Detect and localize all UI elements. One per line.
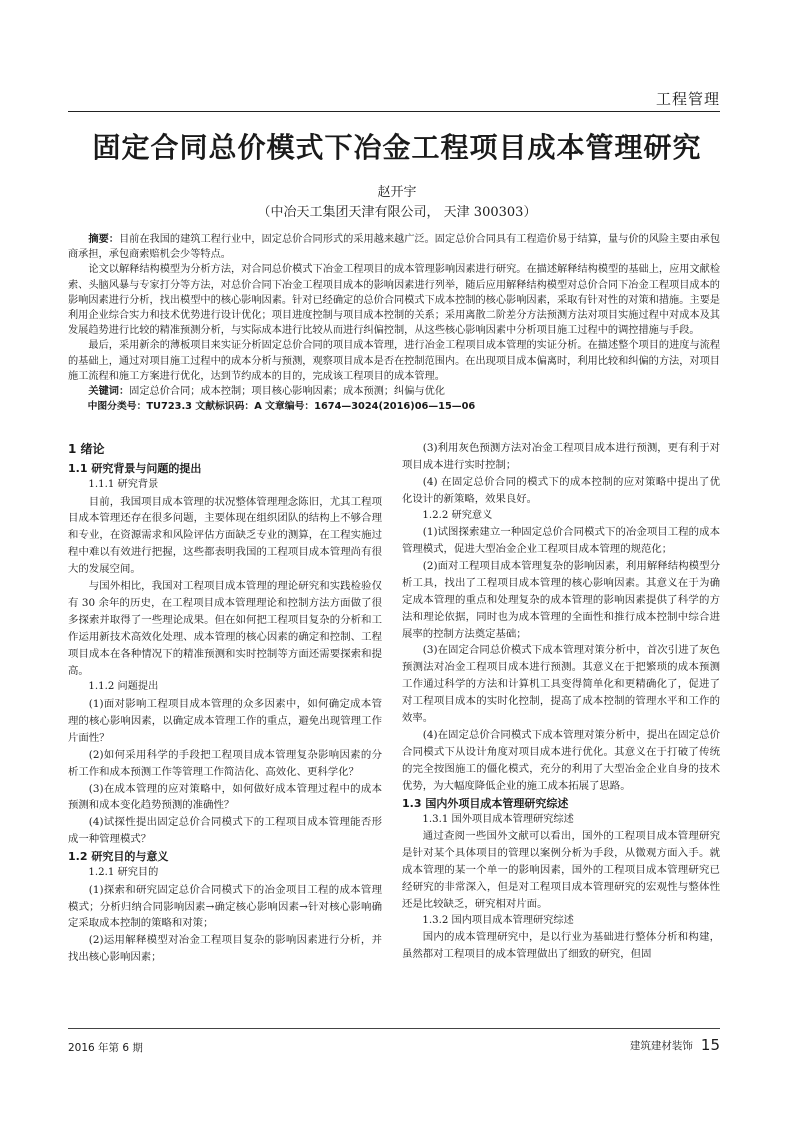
body-paragraph: 与国外相比，我国对工程项目成本管理的理论研究和实践检验仅有 30 余年的历史，在工程项目成本管理理论和控制方法方面做了很多探索并取得了一些理论成果。但在如何把工程项目复杂的分析和工作运用新技术高效化处理、成本管理的核心因素的确定和控制、工程项目成本在各种情况下的精准预测和实时控制等方面还需要探索和提高。 xyxy=(68,580,382,677)
question-item: (4)试探性提出固定总价合同模式下的工程项目成本管理能否形成一种管理模式？ xyxy=(68,816,382,846)
significance-item: (3)在固定合同总价模式下成本管理对策分析中，首次引进了灰色预测法对冶金工程项目成本进行预测。其意义在于把繁琐的成本预测工作通过科学的方法和计算机工具变得简单化和更精确化了，促进了对工程项目成本的实时化控制，提高了成本控制的管理水平和工作的效率。 xyxy=(402,644,720,725)
significance-item: (4)在固定总价合同模式下成本管理对策分析中，提出在固定总价合同模式下从设计角度对项目成本进行优化。其意义在于打破了传统的完全按图施工的僵化模式，充分的利用了大型冶金企业自身的技术优势，为大幅度降低企业的施工成本拓展了思路。 xyxy=(402,729,720,792)
keywords-label: 关键词： xyxy=(88,386,130,398)
significance-item: (2)面对工程项目成本管理复杂的影响因素，利用解释结构模型分析工具，找出了工程项目成本管理的核心影响因素。其意义在于为确定成本管理的重点和处理复杂的成本管理的影响因素提供了科学的方法和理论依据，同时也为成本管理的全面性和推行成本控制中综合进展率的控制方法奠定基础； xyxy=(402,559,720,640)
goal-item: (4) 在固定总价合同的模式下的成本控制的应对策略中提出了优化设计的新策略，效果良好。 xyxy=(402,475,720,505)
significance-item: (1)试图探索建立一种固定总价合同模式下的冶金项目工程的成本管理模式，促进大型冶金企业工程项目成本管理的规范化； xyxy=(402,526,720,556)
question-item: (1)面对影响工程项目成本管理的众多因素中，如何确定成本管理的核心影响因素，以确定成本管理工作的重点，避免出现管理工作片面性？ xyxy=(68,697,382,744)
goal-item: (1)探索和研究固定总价合同模式下的冶金项目工程的成本管理模式；分析归纳合同影响因素→确定核心影响因素→针对核心影响确定采取成本控制的策略和对策； xyxy=(68,883,382,930)
abstract-paragraph-2: 论文以解释结构模型为分析方法，对合同总价模式下冶金工程项目的成本管理影响因素进行研究。在描述解释结构模型的基础上，应用文献检索、头脑风暴与专家打分等方法，对总价合同下冶金工程项目成本的影响因素进行列举，随后应用解释结构模型对总价合同下冶金工程项目成本的影响因素进行分析，找出模型中的核心影响因素。针对已经确定的总价合同模式下成本控制的核心影响因素，采取有针对性的对策和措施。主要是利用企业综合实力和技术优势进行设计优化；项目进度控制与项目成本控制的关系；采用离散二阶差分方法预测方法对项目实施过程中对成本及其发展趋势进行比较的精准预测分析，与实际成本进行比较从而进行纠偏控制，从这些核心影响因素中分析项目施工过程中的调控措施与手段。 xyxy=(68,264,721,337)
body-paragraph: 通过查阅一些国外文献可以看出，国外的工程项目成本管理研究是针对某个具体项目的管理以案例分析为手段，从微观方面入手。就成本管理的某一个单一的影响因素，国外的工程项目成本管理研究已经研究的非常深入，但是对工程项目成本管理研究的宏观性与整体性还是比较缺乏，研究相对片面。 xyxy=(402,830,720,910)
section-heading-1-1: 1.1 研究背景与问题的提出 xyxy=(68,462,202,475)
section-heading-1: 1 绪论 xyxy=(68,442,105,456)
section-heading-1-2-1: 1.2.1 研究目的 xyxy=(88,867,159,879)
abstract-text-1: 目前在我国的建筑工程行业中，固定总价合同形式的采用越来越广泛。固定总价合同具有工程造价易于结算，量与价的风险主要由承包商承担，承包商索赔机会少等特点。 xyxy=(68,234,721,261)
journal-category: 工程管理 xyxy=(655,90,720,108)
footer-rule xyxy=(68,1028,720,1029)
author-affiliation: （中冶天工集团天津有限公司， 天津 300303） xyxy=(257,205,537,220)
keywords-text: 固定总价合同；成本控制；项目核心影响因素；成本预测；纠偏与优化 xyxy=(129,386,445,398)
abstract-block xyxy=(68,232,720,414)
section-heading-1-1-1: 1.1.1 研究背景 xyxy=(88,479,159,490)
section-heading-1-3: 1.3 国内外项目成本管理研究综述 xyxy=(402,796,569,810)
abstract-label: 摘要： xyxy=(88,234,119,245)
footer-issue: 2016 年第 6 期 xyxy=(68,1042,143,1054)
question-item: (3)在成本管理的应对策略中，如何做好成本管理过程中的成本预测和成本变化趋势预测的准确性？ xyxy=(68,782,382,812)
section-heading-1-1-2: 1.1.2 问题提出 xyxy=(88,681,159,693)
body-column-left xyxy=(68,440,382,966)
goal-item: (2)运用解释模型对冶金工程项目复杂的影响因素进行分析，并找出核心影响因素； xyxy=(68,934,382,964)
abstract-paragraph-1 xyxy=(68,232,720,262)
abstract-paragraph-3: 最后，采用新余的薄板项目来实证分析固定总价合同的项目成本管理，进行冶金工程项目成本管理的实证分析。在描述整个项目的进度与流程的基础上，通过对项目施工过程中的成本分析与预测，观察项目成本是否在控制范围内。在出现项目成本偏离时，利用比较和纠偏的方法，对项目施工流程和施工方案进行优化，达到节约成本的目的，完成该工程项目的成本管理。 xyxy=(68,340,721,382)
body-paragraph: 目前，我国项目成本管理的状况整体管理理念陈旧，尤其工程项目成本管理还存在很多问题，主要体现在组织团队的结构上不够合理和专业，在资源需求和风险评估方面缺乏专业的测算，在工程实施过程中难以有效进行把握，这些都表明我国的工程项目成本管理尚有很大的发展空间。 xyxy=(68,495,382,576)
paper-title: 固定合同总价模式下冶金工程项目成本管理研究 xyxy=(92,131,702,164)
section-heading-1-2-2: 1.2.2 研究意义 xyxy=(422,509,493,521)
header-rule xyxy=(68,111,720,112)
author-name: 赵开宇 xyxy=(377,185,417,200)
keywords-line xyxy=(68,384,720,399)
body-paragraph: 国内的成本管理研究中，是以行业为基础进行整体分析和构建，虽然都对工程项目的成本管理做出了细致的研究，但固 xyxy=(402,931,720,961)
goal-item: (3)利用灰色预测方法对冶金工程项目成本进行预测，更有利于对项目成本进行实时控制； xyxy=(402,442,720,471)
footer-journal-name: 建筑建材装饰 xyxy=(629,1040,693,1052)
section-heading-1-3-2: 1.3.2 国内项目成本管理研究综述 xyxy=(422,914,574,926)
body-column-right xyxy=(402,440,720,963)
classification-line: 中图分类号：TU723.3 文献标识码：A 文章编号：1674—3024(2016)06—15—06 xyxy=(87,401,476,413)
question-item: (2)如何采用科学的手段把工程项目成本管理复杂影响因素的分析工作和成本预测工作等管理工作简洁化、高效化、更科学化？ xyxy=(68,748,382,778)
section-heading-1-3-1: 1.3.1 国外项目成本管理研究综述 xyxy=(422,813,574,825)
section-heading-1-2: 1.2 研究目的与意义 xyxy=(68,850,169,864)
page-number: 15 xyxy=(700,1036,720,1054)
footer-journal xyxy=(630,1036,720,1054)
